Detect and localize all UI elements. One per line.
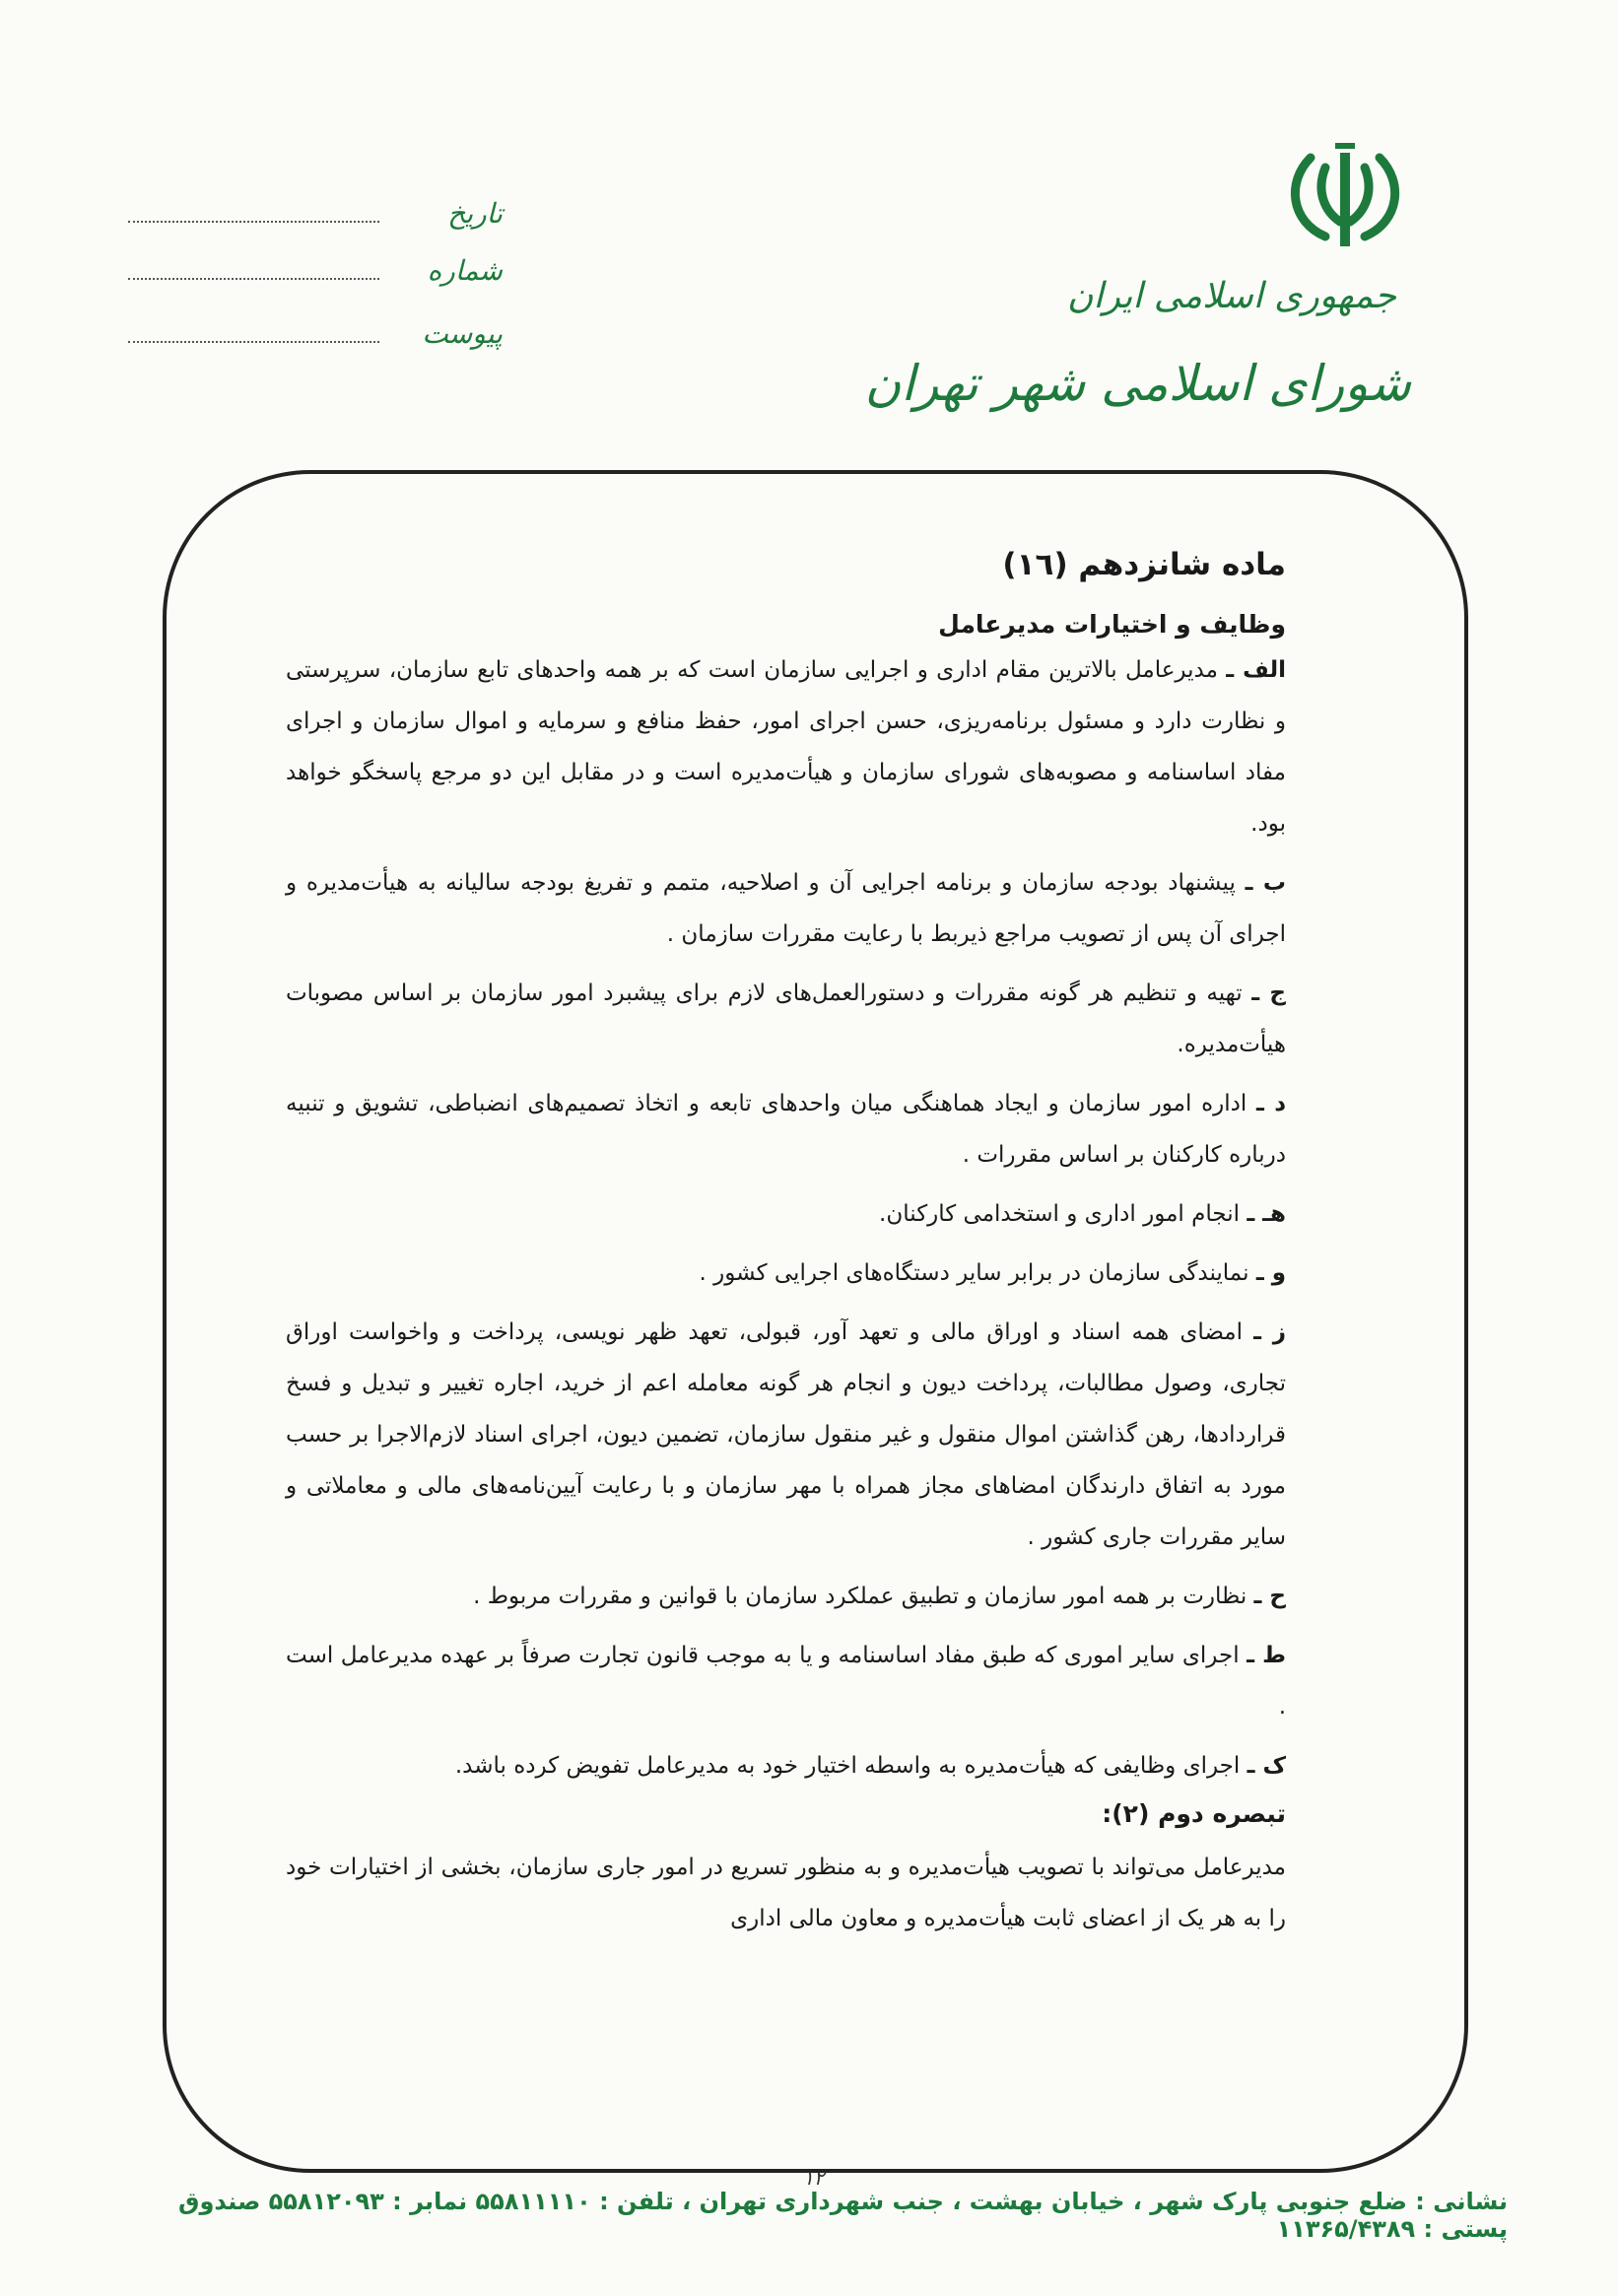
clause-letter: و ـ — [1255, 1260, 1286, 1286]
article-subtitle: وظایف و اختیارات مدیرعامل — [938, 610, 1286, 639]
iran-emblem-logo — [1281, 138, 1409, 256]
clause-letter: ک ـ — [1247, 1753, 1286, 1779]
article-clause — [286, 1248, 1286, 1299]
article-clause — [286, 1078, 1286, 1181]
clause-letter: ب ـ — [1245, 870, 1287, 896]
clause-text: امضای همه اسناد و اوراق مالی و تعهد آور، قبولی، تعهد ظهر نویسی، پرداخت و واخواست اوراق تجاری، وصول مطالبات، پرداخت دیون و انجام هر گونه معامله اعم از خرید، اجاره تغییر و تبدیل و فسخ قراردادها، رهن گذاشتن اموال منقول و غیر منقول سازمان، تضمین دیون، اجرای اسناد لازم‌الاجرا بر حسب مورد به اتفاق دارندگان امضاهای مجاز همراه با مهر سازمان و با رعایت آیین‌نامه‌های مالی و معاملاتی و سایر مقررات جاری کشور . — [286, 1319, 1286, 1550]
clause-text: انجام امور اداری و استخدامی کارکنان. — [879, 1201, 1240, 1227]
clause-text: اداره امور سازمان و ایجاد هماهنگی میان واحدهای تابعه و اتخاذ تصمیم‌های انضباطی، تشویق و تنبیه درباره کارکنان بر اساس مقررات . — [286, 1091, 1286, 1168]
attachment-line — [128, 341, 379, 343]
clause-letter: د ـ — [1255, 1091, 1287, 1116]
article-paragraphs — [286, 644, 1286, 1791]
clause-text: مدیرعامل بالاترین مقام اداری و اجرایی سازمان است که بر همه واحدهای تابع سازمان، سرپرستی و نظارت دارد و مسئول برنامه‌ریزی، حسن اجرای امور، حفظ منافع و سرمایه و اموال سازمان و اجرای مفاد اساسنامه و مصوبه‌های شورای سازمان و هیأت‌مدیره است و در مقابل این دو مرجع پاسخگو خواهد بود. — [286, 657, 1286, 837]
clause-letter: ح ـ — [1253, 1584, 1286, 1609]
article-clause — [286, 968, 1286, 1070]
clause-letter: الف ـ — [1226, 657, 1286, 683]
date-line — [128, 221, 379, 223]
clause-text: اجرای سایر اموری که طبق مفاد اساسنامه و یا به موجب قانون تجارت صرفاً بر عهده مدیرعامل است . — [286, 1643, 1286, 1720]
meta-date — [118, 197, 503, 236]
article-clause — [286, 1188, 1286, 1240]
footer-address: نشانی : ضلع جنوبی پارک شهر ، خیابان بهشت ، جنب شهرداری تهران ، تلفن : ۵۵۸۱۱۱۱۰ نمابر : ۵۵۸۱۲۰۹۳ صندوق پستی : ۱۱۳۶۵/۴۳۸۹ — [178, 2188, 1508, 2243]
clause-text: نمایندگی سازمان در برابر سایر دستگاه‌های اجرایی کشور . — [699, 1260, 1249, 1286]
clause-text: نظارت بر همه امور سازمان و تطبیق عملکرد سازمان با قوانین و مقررات مربوط . — [473, 1584, 1247, 1609]
meta-number — [118, 254, 503, 294]
note-text: مدیرعامل می‌تواند با تصویب هیأت‌مدیره و به منظور تسریع در امور جاری سازمان، بخشی از اختیارات خود را به هر یک از اعضای ثابت هیأت‌مدیره و معاون مالی اداری — [286, 1855, 1286, 1931]
clause-text: تهیه و تنظیم هر گونه مقررات و دستورالعمل‌های لازم برای پیشبرد امور سازمان بر اساس مصوبات هیأت‌مدیره. — [286, 980, 1286, 1057]
article-clause — [286, 1630, 1286, 1732]
page-number: ۱۲ — [803, 2166, 825, 2190]
article-clause — [286, 644, 1286, 849]
article-content — [286, 547, 1286, 1952]
article-clause — [286, 1307, 1286, 1563]
clause-letter: هـ ـ — [1247, 1201, 1286, 1227]
clause-letter: ط ـ — [1247, 1643, 1287, 1668]
article-clause — [286, 1740, 1286, 1791]
clause-text: پیشنهاد بودجه سازمان و برنامه اجرایی آن و اصلاحیه، متمم و تفریغ بودجه سالیانه به هیأت‌مدیره و اجرای آن پس از تصویب مراجع ذیربط با رعایت مقررات سازمان . — [286, 870, 1286, 947]
number-label: شماره — [427, 254, 503, 287]
article-clause — [286, 1571, 1286, 1622]
number-line — [128, 278, 379, 280]
date-label: تاریخ — [447, 197, 503, 230]
clause-letter: ز ـ — [1253, 1319, 1287, 1345]
article-title: ماده شانزدهم (١٦) — [1002, 547, 1286, 582]
note-title: تبصره دوم (۲): — [1102, 1799, 1286, 1828]
article-clause — [286, 857, 1286, 960]
clause-letter: ج ـ — [1251, 980, 1286, 1006]
meta-attachment — [118, 317, 503, 357]
attachment-label: پیوست — [422, 317, 503, 350]
clause-text: اجرای وظایفی که هیأت‌مدیره به واسطه اختیار خود به مدیرعامل تفویض کرده باشد. — [454, 1753, 1241, 1779]
organization-name: شورای اسلامی شهر تهران — [864, 355, 1411, 412]
country-name: جمهوری اسلامی ایران — [1067, 276, 1396, 316]
